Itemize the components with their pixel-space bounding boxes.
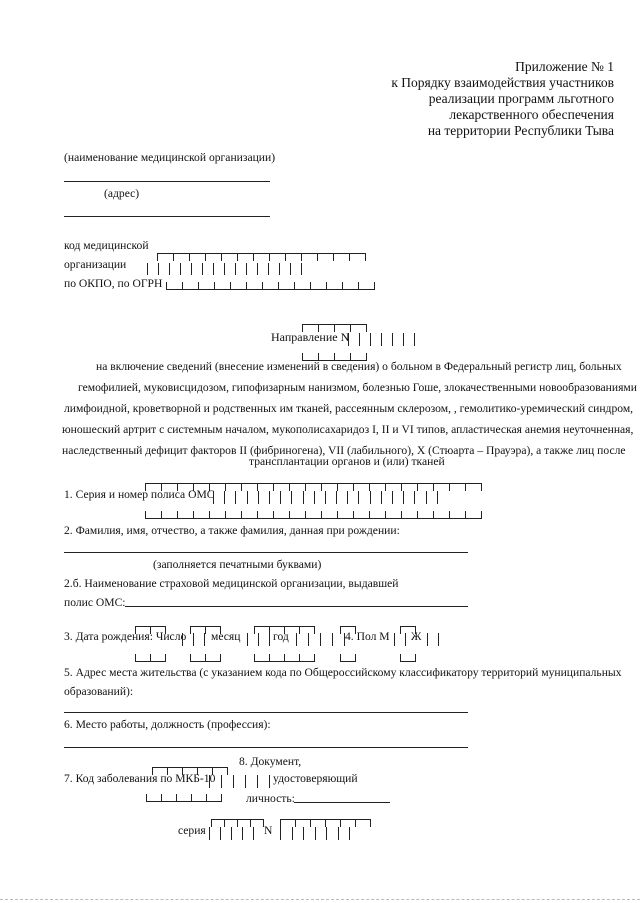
comb-cell[interactable]	[317, 253, 333, 261]
comb-cell[interactable]	[269, 654, 284, 662]
comb-cell[interactable]	[370, 491, 381, 504]
sex-f-comb[interactable]	[427, 630, 439, 648]
id-doc-label-2: удостоверяющий	[273, 772, 358, 785]
fullname-caption: (заполняется печатными буквами)	[153, 558, 322, 571]
comb-cell[interactable]	[291, 491, 302, 504]
comb-cell[interactable]	[213, 263, 224, 275]
comb-cell[interactable]	[347, 491, 358, 504]
comb-cell[interactable]	[150, 654, 166, 662]
comb-cell[interactable]	[359, 333, 370, 346]
dob-year-comb-bottom[interactable]	[254, 648, 315, 666]
comb-cell[interactable]	[385, 511, 401, 519]
comb-cell[interactable]	[303, 827, 315, 840]
comb-cell[interactable]	[310, 282, 326, 290]
comb-cell[interactable]	[254, 654, 269, 662]
comb-cell[interactable]	[355, 819, 371, 827]
comb-cell[interactable]	[198, 282, 214, 290]
comb-cell[interactable]	[358, 491, 369, 504]
comb-cell[interactable]	[401, 511, 417, 519]
comb-cell[interactable]	[417, 511, 433, 519]
comb-cell[interactable]	[147, 263, 158, 275]
org-address-line[interactable]	[64, 216, 270, 217]
workplace-label: 6. Место работы, должность (профессия):	[64, 718, 271, 731]
comb-cell[interactable]	[303, 491, 314, 504]
comb-cell[interactable]	[353, 511, 369, 519]
comb-cell[interactable]	[292, 827, 304, 840]
sex-m-comb[interactable]	[394, 630, 406, 648]
intro-line-5: наследственный дефицит факторов II (фибриногена), VII (лабильного), X (Стюарта – Прауэра), а также лиц после	[62, 444, 626, 457]
comb-cell[interactable]	[245, 775, 257, 788]
comb-cell[interactable]	[247, 633, 258, 646]
comb-cell[interactable]	[392, 333, 403, 346]
address-label-2: образований):	[64, 685, 134, 698]
dob-year-comb[interactable]	[296, 630, 345, 648]
comb-cell[interactable]	[403, 333, 415, 346]
comb-cell[interactable]	[299, 654, 315, 662]
comb-cell[interactable]	[209, 511, 225, 519]
comb-cell[interactable]	[193, 633, 205, 646]
comb-cell[interactable]	[314, 491, 325, 504]
comb-cell[interactable]	[290, 263, 302, 275]
series-comb[interactable]	[209, 824, 254, 842]
comb-cell[interactable]	[269, 491, 280, 504]
comb-cell[interactable]	[289, 511, 305, 519]
comb-cell[interactable]	[326, 827, 338, 840]
intro-line-4: юношеский артрит с системным началом, мукополисахаридоз I, II и VI типов, апластическая анемия неуточненная,	[62, 423, 634, 436]
appendix-subtitle-1: к Порядку взаимодействия участников	[391, 75, 614, 90]
policy-comb-middle[interactable]	[213, 488, 438, 506]
comb-cell[interactable]	[257, 263, 268, 275]
sex-f-label: Ж	[411, 630, 422, 643]
sex-label: 4. Пол М	[345, 630, 390, 643]
code-label-2: организации	[64, 258, 127, 271]
comb-cell[interactable]	[326, 282, 342, 290]
comb-cell[interactable]	[235, 263, 246, 275]
org-name-caption: (наименование медицинской организации)	[64, 151, 276, 164]
comb-cell[interactable]	[258, 491, 269, 504]
comb-cell[interactable]	[230, 282, 246, 290]
comb-cell[interactable]	[321, 511, 337, 519]
comb-cell[interactable]	[235, 491, 246, 504]
comb-cell[interactable]	[177, 511, 193, 519]
comb-cell[interactable]	[158, 263, 169, 275]
comb-cell[interactable]	[224, 491, 235, 504]
comb-cell[interactable]	[294, 282, 310, 290]
comb-cell[interactable]	[146, 794, 161, 802]
comb-cell[interactable]	[225, 511, 241, 519]
comb-cell[interactable]	[320, 633, 332, 646]
dob-month-label: месяц	[211, 630, 241, 643]
comb-cell[interactable]	[191, 794, 206, 802]
policy-label: 1. Серия и номер полиса ОМС	[64, 488, 215, 501]
comb-cell[interactable]	[242, 827, 254, 840]
number-label: N	[264, 824, 273, 837]
comb-cell[interactable]	[231, 827, 242, 840]
comb-cell[interactable]	[278, 282, 294, 290]
comb-cell[interactable]	[262, 282, 278, 290]
dob-month-comb-bottom[interactable]	[190, 648, 221, 666]
code-comb-middle[interactable]	[147, 259, 302, 277]
comb-cell[interactable]	[449, 511, 465, 519]
code-label-1: код медицинской	[64, 239, 149, 252]
workplace-line[interactable]	[64, 747, 468, 748]
comb-cell[interactable]	[279, 263, 290, 275]
address-label: 5. Адрес места жительства (с указанием кода по Общероссийскому классификатору территорий муниципальных	[64, 666, 622, 679]
comb-cell[interactable]	[257, 511, 273, 519]
comb-cell[interactable]	[403, 491, 414, 504]
comb-cell[interactable]	[209, 775, 221, 788]
comb-cell[interactable]	[246, 263, 257, 275]
comb-cell[interactable]	[213, 491, 224, 504]
comb-cell[interactable]	[433, 511, 449, 519]
intro-line-3: лимфоидной, кроветворной и родственных им тканей, рассеянным склерозом, , гемолитико-уремический синдром,	[64, 402, 634, 415]
comb-cell[interactable]	[145, 511, 161, 519]
appendix-subtitle-4: на территории Республики Тыва	[427, 123, 614, 138]
comb-cell[interactable]	[209, 827, 220, 840]
dob-year-label: год	[273, 630, 289, 643]
dob-label: 3. Дата рождения: Число	[64, 630, 187, 643]
comb-cell[interactable]	[325, 491, 336, 504]
fullname-line[interactable]	[64, 552, 468, 553]
comb-cell[interactable]	[427, 633, 439, 646]
comb-cell[interactable]	[305, 511, 321, 519]
comb-cell[interactable]	[247, 491, 258, 504]
id-doc-label-3: личность:	[246, 792, 295, 805]
comb-cell[interactable]	[337, 511, 353, 519]
comb-cell[interactable]	[268, 263, 279, 275]
comb-cell[interactable]	[342, 282, 358, 290]
comb-cell[interactable]	[370, 333, 381, 346]
comb-cell[interactable]	[358, 282, 375, 290]
fullname-label: 2. Фамилия, имя, отчество, а также фамилия, данная при рождении:	[64, 524, 400, 537]
comb-cell[interactable]	[182, 282, 198, 290]
comb-cell[interactable]	[241, 511, 257, 519]
scan-edge	[0, 899, 640, 900]
comb-cell[interactable]	[449, 483, 465, 491]
comb-cell[interactable]	[315, 827, 327, 840]
sex-m-comb-bottom[interactable]	[340, 648, 356, 666]
appendix-subtitle-3: лекарственного обеспечения	[449, 107, 614, 122]
comb-cell[interactable]	[169, 263, 180, 275]
direction-label: Направление N	[271, 330, 350, 344]
intro-line-2: гемофилией, муковисцидозом, гипофизарным нанизмом, болезнью Гоше, злокачественными новообразованиями	[78, 381, 637, 394]
comb-cell[interactable]	[221, 775, 233, 788]
org-address-caption: (адрес)	[104, 187, 140, 200]
icd-comb-bottom[interactable]	[146, 788, 222, 806]
comb-cell[interactable]	[394, 633, 406, 646]
org-name-line[interactable]	[64, 181, 270, 182]
intro-line-1: на включение сведений (внесение изменений в сведения) о больном в Федеральный регистр лиц, больных	[96, 360, 622, 373]
dob-day-comb-bottom[interactable]	[135, 648, 166, 666]
appendix-title: Приложение № 1	[515, 59, 614, 74]
comb-cell[interactable]	[258, 633, 270, 646]
comb-cell[interactable]	[296, 633, 308, 646]
comb-cell[interactable]	[392, 491, 403, 504]
intro-line-6: трансплантации органов и (или) тканей	[249, 455, 445, 468]
id-doc-line[interactable]	[294, 802, 390, 803]
comb-cell[interactable]	[465, 511, 482, 519]
insurer-line[interactable]	[125, 606, 468, 607]
series-label: серия	[178, 824, 206, 837]
comb-cell[interactable]	[280, 827, 292, 840]
icd-label: 7. Код заболевания по МКБ-10	[64, 772, 216, 785]
id-doc-label: 8. Документ,	[239, 755, 302, 768]
comb-cell[interactable]	[301, 253, 317, 261]
address-line[interactable]	[64, 712, 468, 713]
direction-comb-middle[interactable]	[348, 330, 415, 348]
comb-cell[interactable]	[333, 253, 349, 261]
comb-cell[interactable]	[233, 775, 245, 788]
comb-cell[interactable]	[336, 491, 347, 504]
dob-day-comb[interactable]	[182, 630, 205, 648]
comb-cell[interactable]	[273, 511, 289, 519]
comb-cell[interactable]	[349, 253, 366, 261]
comb-cell[interactable]	[135, 654, 150, 662]
appendix-subtitle-2: реализации программ льготного	[428, 91, 614, 106]
comb-cell[interactable]	[308, 633, 320, 646]
comb-cell[interactable]	[193, 511, 209, 519]
comb-cell[interactable]	[161, 511, 177, 519]
comb-cell[interactable]	[220, 827, 231, 840]
comb-cell[interactable]	[284, 654, 299, 662]
comb-cell[interactable]	[369, 511, 385, 519]
comb-cell[interactable]	[182, 633, 193, 646]
comb-cell[interactable]	[257, 775, 270, 788]
comb-cell[interactable]	[191, 263, 202, 275]
comb-cell[interactable]	[340, 654, 356, 662]
comb-cell[interactable]	[190, 654, 205, 662]
comb-cell[interactable]	[381, 333, 392, 346]
comb-cell[interactable]	[224, 263, 235, 275]
comb-cell[interactable]	[332, 633, 345, 646]
comb-cell[interactable]	[206, 794, 222, 802]
comb-cell[interactable]	[202, 263, 213, 275]
insurer-label-2: полис ОМС:	[64, 596, 126, 609]
comb-cell[interactable]	[426, 491, 438, 504]
comb-cell[interactable]	[400, 654, 416, 662]
comb-cell[interactable]	[180, 263, 191, 275]
code-label-3: по ОКПО, по ОГРН	[64, 277, 163, 290]
comb-cell[interactable]	[381, 491, 392, 504]
comb-cell[interactable]	[161, 794, 176, 802]
comb-cell[interactable]	[166, 282, 182, 290]
comb-cell[interactable]	[205, 654, 221, 662]
policy-comb-bottom[interactable]	[145, 505, 482, 523]
comb-cell[interactable]	[414, 491, 425, 504]
comb-cell[interactable]	[214, 282, 230, 290]
comb-cell[interactable]	[280, 491, 291, 504]
comb-cell[interactable]	[465, 483, 482, 491]
code-comb-bottom[interactable]	[166, 276, 375, 294]
comb-cell[interactable]	[176, 794, 191, 802]
comb-cell[interactable]	[348, 333, 359, 346]
number-comb[interactable]	[280, 824, 350, 842]
comb-cell[interactable]	[246, 282, 262, 290]
insurer-label: 2.б. Наименование страховой медицинской организации, выдавшей	[64, 577, 399, 590]
sex-f-comb-bottom[interactable]	[400, 648, 416, 666]
dob-month-comb[interactable]	[247, 630, 270, 648]
comb-cell[interactable]	[338, 827, 351, 840]
